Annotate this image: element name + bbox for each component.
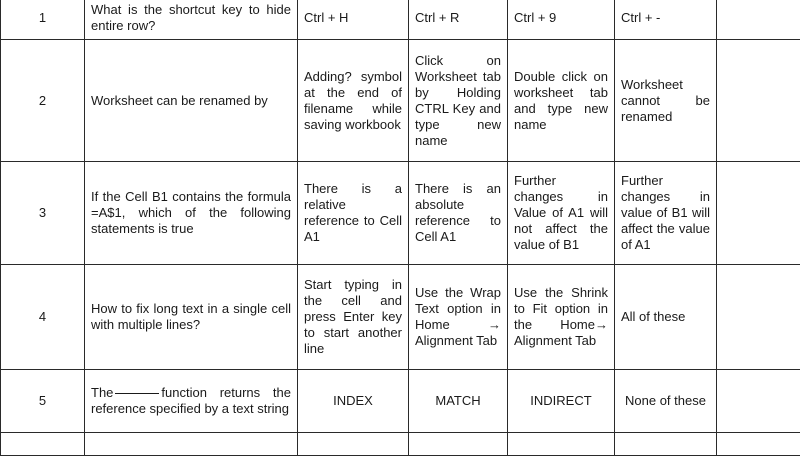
table-row [1,433,800,456]
option-d: None of these [615,370,717,433]
option-b: Use the Wrap Text option in Home → Alignment Tab [409,265,508,370]
question-number: 3 [1,162,85,265]
question-text: If the Cell B1 contains the formula =A$1, which of the following statements is true [85,162,298,265]
table-row [1,162,800,265]
question-number: 2 [1,40,85,162]
option-b: Click on Worksheet tab by Holding CTRL Key and type new name [409,40,508,162]
answer-cell [717,370,800,433]
answer-cell [717,265,800,370]
question-text: How to fix long text in a single cell with multiple lines? [85,265,298,370]
question-text-after: function returns the reference specified by a text string [91,385,291,416]
option-d: All of these [615,265,717,370]
table-row [1,265,800,370]
option-c: Double click on worksheet tab and type new name [508,40,615,162]
question-number [1,433,85,456]
table-row [1,0,800,40]
question-number: 1 [1,0,85,40]
table-row [1,40,800,162]
question-text [85,370,298,433]
answer-cell [717,0,800,40]
answer-cell [717,433,800,456]
option-d: Further changes in value of B1 will affect the value of A1 [615,162,717,265]
option-c: Further changes in Value of A1 will not affect the value of B1 [508,162,615,265]
option-a: Start typing in the cell and press Enter key to start another line [298,265,409,370]
question-text [85,433,298,456]
question-number: 4 [1,265,85,370]
option-b [409,433,508,456]
option-b: There is an absolute reference to Cell A1 [409,162,508,265]
answer-cell [717,40,800,162]
option-a: Adding? symbol at the end of filename while saving workbook [298,40,409,162]
option-a: Ctrl + H [298,0,409,40]
option-c: Use the Shrink to Fit option in the Home→ Alignment Tab [508,265,615,370]
question-text: Worksheet can be renamed by [85,40,298,162]
option-a: INDEX [298,370,409,433]
option-a [298,433,409,456]
option-c: Ctrl + 9 [508,0,615,40]
option-c: INDIRECT [508,370,615,433]
option-d: Worksheet cannot be renamed [615,40,717,162]
option-d [615,433,717,456]
option-b: MATCH [409,370,508,433]
option-a: There is a relative reference to Cell A1 [298,162,409,265]
question-number: 5 [1,370,85,433]
question-text: What is the shortcut key to hide entire row? [85,0,298,40]
option-b: Ctrl + R [409,0,508,40]
option-d: Ctrl + - [615,0,717,40]
table-row [1,370,800,433]
option-c [508,433,615,456]
question-text-before: The [91,385,113,400]
answer-cell [717,162,800,265]
fill-in-blank [115,393,159,394]
